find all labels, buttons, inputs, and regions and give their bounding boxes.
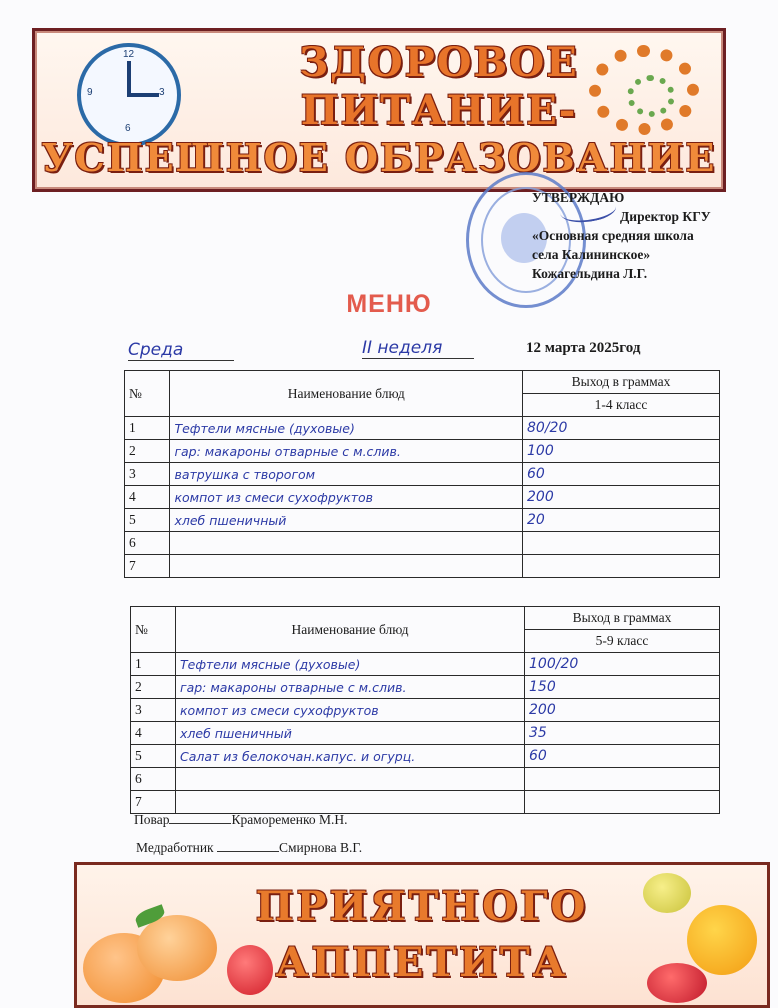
table-row: 1 Тефтели мясные (духовые) 100/20 xyxy=(131,653,720,676)
menu-date: 12 марта 2025год xyxy=(526,340,641,356)
dish-grams xyxy=(525,791,720,814)
banner-title-line3: УСПЕШНОЕ ОБРАЗОВАНИЕ xyxy=(41,135,717,180)
footer-title-line1: ПРИЯТНОГО xyxy=(255,883,589,930)
director-role: Директор КГУ xyxy=(620,209,711,224)
footer-title-line2: АППЕТИТА xyxy=(275,939,569,986)
cook-name: Крамоременко М.Н. xyxy=(231,812,348,827)
dish-name: компот из смеси сухофруктов xyxy=(176,699,525,722)
table-row: 6 xyxy=(131,768,720,791)
cook-signature-line xyxy=(134,812,347,828)
dish-grams: 80/20 xyxy=(523,417,720,440)
col-header-name: Наименование блюд xyxy=(170,371,523,417)
dish-name xyxy=(170,555,523,578)
table-row: 2 гар: макароны отварные с м.слив. 150 xyxy=(131,676,720,699)
header-banner xyxy=(32,28,726,192)
menu-title: МЕНЮ xyxy=(346,290,432,318)
col-header-yield: Выход в граммах xyxy=(525,607,720,630)
dish-name: ватрушка с творогом xyxy=(170,463,523,486)
dish-grams xyxy=(523,555,720,578)
col-header-num: № xyxy=(131,607,176,653)
col-header-yield: Выход в граммах xyxy=(523,371,720,394)
footer-banner xyxy=(74,862,770,1008)
col-header-grade: 1-4 класс xyxy=(523,394,720,417)
dish-grams: 200 xyxy=(523,486,720,509)
dish-name: Тефтели мясные (духовые) xyxy=(176,653,525,676)
table-row: 7 xyxy=(131,791,720,814)
dish-name: Салат из белокочан.капус. и огурц. xyxy=(176,745,525,768)
approve-label: УТВЕРЖДАЮ xyxy=(532,190,625,205)
table-row: 6 xyxy=(125,532,720,555)
table-row: 3 ватрушка с творогом 60 xyxy=(125,463,720,486)
table-row: 4 хлеб пшеничный 35 xyxy=(131,722,720,745)
dish-name xyxy=(170,532,523,555)
medic-signature-line xyxy=(136,840,362,856)
dish-grams: 100 xyxy=(523,440,720,463)
dish-name: хлеб пшеничный xyxy=(176,722,525,745)
dish-grams xyxy=(523,532,720,555)
menu-table-5-9 xyxy=(130,606,720,814)
approval-block xyxy=(532,188,752,283)
table-row: 3 компот из смеси сухофруктов 200 xyxy=(131,699,720,722)
clock-icon: 12 3 6 9 xyxy=(77,43,181,147)
dish-grams: 20 xyxy=(523,509,720,532)
day-of-week: Среда xyxy=(128,340,234,361)
dish-grams xyxy=(525,768,720,791)
dish-grams: 200 xyxy=(525,699,720,722)
table-row: 1 Тефтели мясные (духовые) 80/20 xyxy=(125,417,720,440)
dish-name: хлеб пшеничный xyxy=(170,509,523,532)
dish-grams: 150 xyxy=(525,676,720,699)
cook-label: Повар xyxy=(134,812,170,827)
col-header-num: № xyxy=(125,371,170,417)
banner-title-line2: ПИТАНИЕ- xyxy=(300,87,578,134)
week-number: II неделя xyxy=(362,338,474,359)
table-row: 2 гар: макароны отварные с м.слив. 100 xyxy=(125,440,720,463)
org-line1: «Основная средняя школа xyxy=(532,228,694,243)
table-row: 5 хлеб пшеничный 20 xyxy=(125,509,720,532)
banner-title-line1: ЗДОРОВОЕ xyxy=(299,39,579,86)
dish-grams: 100/20 xyxy=(525,653,720,676)
dish-name xyxy=(176,768,525,791)
dish-name: Тефтели мясные (духовые) xyxy=(170,417,523,440)
dish-name: гар: макароны отварные с м.слив. xyxy=(170,440,523,463)
medic-name: Смирнова В.Г. xyxy=(278,840,363,855)
medic-label: Медработник xyxy=(136,840,214,855)
table-row: 4 компот из смеси сухофруктов 200 xyxy=(125,486,720,509)
dish-name: гар: макароны отварные с м.слив. xyxy=(176,676,525,699)
dish-name xyxy=(176,791,525,814)
dish-grams: 60 xyxy=(525,745,720,768)
dish-grams: 60 xyxy=(523,463,720,486)
org-line2: села Калининское» xyxy=(532,247,651,262)
cook-signature-icon xyxy=(169,823,231,824)
col-header-name: Наименование блюд xyxy=(176,607,525,653)
medic-signature-icon xyxy=(217,851,279,852)
dish-grams: 35 xyxy=(525,722,720,745)
director-name: Кожагельдина Л.Г. xyxy=(532,266,648,281)
dish-name: компот из смеси сухофруктов xyxy=(170,486,523,509)
col-header-grade: 5-9 класс xyxy=(525,630,720,653)
menu-table-1-4 xyxy=(124,370,720,578)
table-row: 5 Салат из белокочан.капус. и огурц. 60 xyxy=(131,745,720,768)
table-row: 7 xyxy=(125,555,720,578)
